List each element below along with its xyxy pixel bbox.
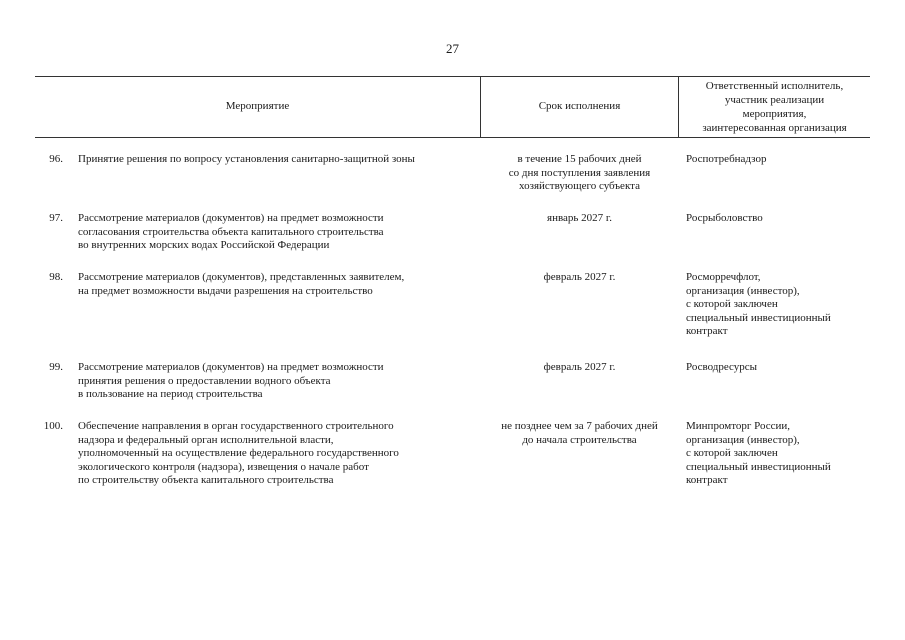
row-activity-line: Рассмотрение материалов (документов), представленных заявителем, <box>78 271 405 283</box>
row-responsible-line: организация (инвестор), <box>686 284 800 297</box>
row-activity-line: Обеспечение направления в орган государственного строительного <box>78 420 394 432</box>
table-header-bottom-rule <box>35 137 870 138</box>
row-activity-line: Рассмотрение материалов (документов) на предмет возможности <box>78 361 384 373</box>
row-activity-line: в пользование на период строительства <box>78 388 263 401</box>
row-responsible-line: Минпромторг России, <box>686 420 791 432</box>
row-deadline-line: со дня поступления заявления <box>508 166 651 179</box>
row-responsible <box>686 361 870 375</box>
header-activity: Мероприятие <box>225 100 290 113</box>
row-responsible-line: Росрыболовство <box>686 212 763 224</box>
row-deadline <box>481 153 678 194</box>
row-activity <box>78 420 478 488</box>
row-deadline-line: не позднее чем за 7 рабочих дней <box>501 420 658 432</box>
header-responsible-line: мероприятия, <box>742 108 807 120</box>
row-responsible-line: с которой заключен <box>686 298 778 311</box>
row-responsible <box>686 271 870 339</box>
row-responsible-line: организация (инвестор), <box>686 433 800 446</box>
row-responsible <box>686 153 870 167</box>
row-deadline-line: хозяйствующего субъекта <box>519 180 640 193</box>
row-activity-line: принятия решения о предоставлении водного объекта <box>78 374 331 387</box>
row-deadline-line: февраль 2027 г. <box>543 361 616 373</box>
row-activity <box>78 271 478 298</box>
row-activity-line: по строительству объекта капитального строительства <box>78 474 334 487</box>
row-responsible-line: Росводресурсы <box>686 361 758 373</box>
header-responsible-line: участник реализации <box>724 94 825 106</box>
header-responsible-line: заинтересованная организация <box>702 122 847 134</box>
row-deadline-line: февраль 2027 г. <box>543 271 616 283</box>
header-responsible <box>679 77 870 137</box>
row-responsible <box>686 212 870 226</box>
header-responsible-line: Ответственный исполнитель, <box>705 80 844 92</box>
row-activity <box>78 153 478 167</box>
row-number: 98. <box>49 271 63 283</box>
row-activity-line: Рассмотрение материалов (документов) на предмет возможности <box>78 212 384 224</box>
row-deadline-line: в течение 15 рабочих дней <box>517 153 642 165</box>
row-activity <box>78 361 478 402</box>
row-activity-line: согласования строительства объекта капитального строительства <box>78 225 384 238</box>
row-number: 100. <box>43 420 63 432</box>
row-number: 96. <box>49 153 63 165</box>
row-deadline <box>481 271 678 285</box>
row-responsible-line: специальный инвестиционный <box>686 311 831 324</box>
row-responsible-line: контракт <box>686 474 728 487</box>
row-deadline-line: январь 2027 г. <box>547 212 612 224</box>
row-activity <box>78 212 478 253</box>
row-number: 97. <box>49 212 63 224</box>
row-activity-line: во внутренних морских водах Российской Федерации <box>78 239 330 252</box>
row-deadline <box>481 420 678 447</box>
header-deadline: Срок исполнения <box>538 100 621 113</box>
row-activity-line: на предмет возможности выдачи разрешения на строительство <box>78 284 373 297</box>
row-deadline <box>481 361 678 375</box>
row-number: 99. <box>49 361 63 373</box>
row-responsible <box>686 420 870 488</box>
page-number: 27 <box>446 41 459 56</box>
row-responsible-line: Роспотребнадзор <box>686 153 767 165</box>
row-activity-line: уполномоченный на осуществление федерального государственного <box>78 447 399 460</box>
row-responsible-line: специальный инвестиционный <box>686 460 831 473</box>
row-responsible-line: контракт <box>686 325 728 338</box>
row-activity-line: надзора и федеральный орган исполнительной власти, <box>78 433 334 446</box>
row-activity-line: Принятие решения по вопросу установления санитарно-защитной зоны <box>78 153 415 165</box>
row-activity-line: экологического контроля (надзора), извещения о начале работ <box>78 460 369 473</box>
row-deadline <box>481 212 678 226</box>
row-responsible-line: Росморречфлот, <box>686 271 761 283</box>
row-responsible-line: с которой заключен <box>686 447 778 460</box>
row-deadline-line: до начала строительства <box>522 433 637 446</box>
